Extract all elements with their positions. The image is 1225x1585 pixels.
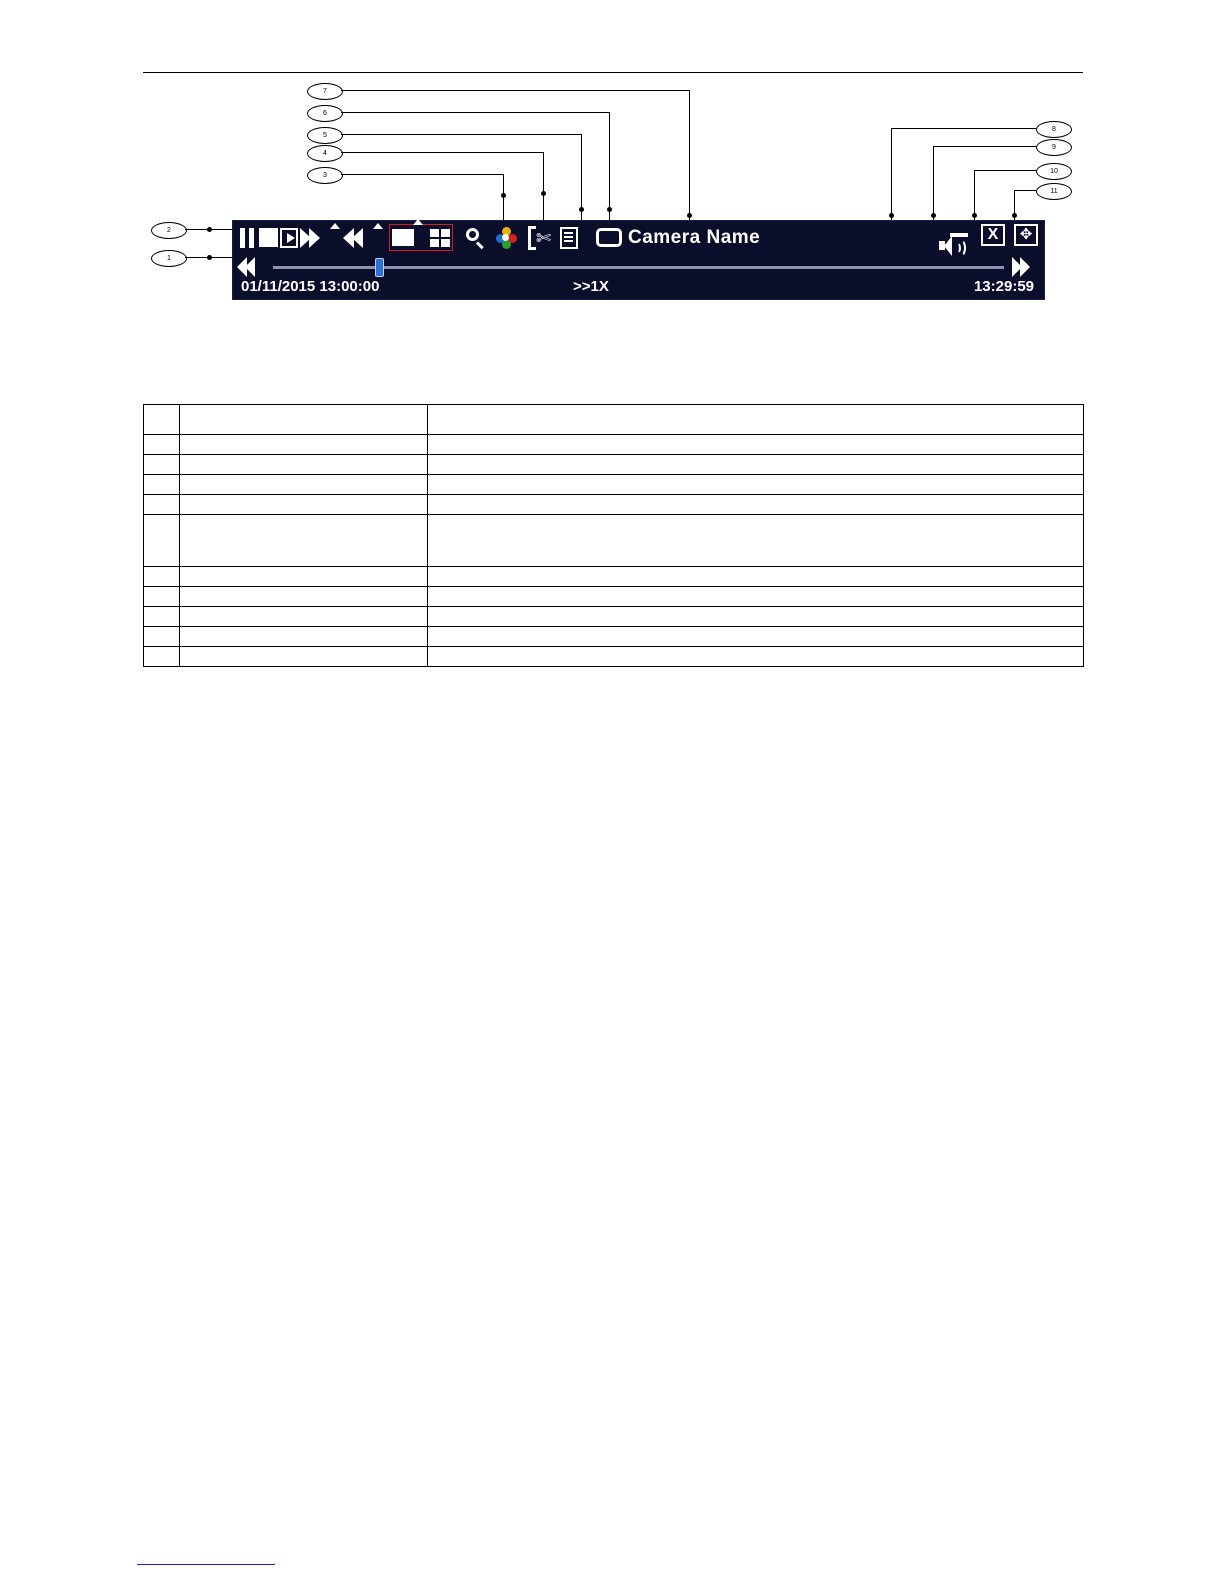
leader-7-v	[689, 90, 690, 220]
table-row	[144, 455, 1084, 475]
pause-icon	[237, 227, 257, 249]
figure-callouts	[0, 0, 1225, 320]
cell-desc	[428, 475, 1084, 495]
progress-track[interactable]	[273, 266, 1004, 269]
search-button[interactable]	[464, 224, 486, 251]
table-row	[144, 587, 1084, 607]
fast-forward-icon	[300, 226, 330, 250]
cell-desc	[428, 405, 1084, 435]
callout-1: 1	[151, 250, 187, 267]
current-time-label: 13:29:59	[973, 278, 1034, 295]
playback-speed-label: >>1X	[573, 278, 609, 295]
cell-name	[180, 607, 428, 627]
cell-no	[144, 647, 180, 667]
cell-no	[144, 567, 180, 587]
leader-3-h	[341, 174, 503, 175]
camera-name-button[interactable]	[590, 224, 760, 251]
callout-2: 2	[151, 222, 187, 239]
leader-dot-3	[501, 193, 506, 198]
cell-no	[144, 627, 180, 647]
table-row	[144, 567, 1084, 587]
cell-no	[144, 515, 180, 567]
callout-3: 3	[307, 167, 343, 184]
cell-no	[144, 475, 180, 495]
leader-7-h	[341, 90, 689, 91]
move-button[interactable]: ✥	[1014, 224, 1038, 246]
status-row	[233, 280, 1044, 299]
leader-9-h	[933, 146, 1036, 147]
cell-desc	[428, 607, 1084, 627]
playback-control-bar	[232, 220, 1045, 300]
camera-name-icon	[596, 228, 622, 247]
progress-thumb[interactable]	[375, 258, 384, 277]
cell-desc	[428, 567, 1084, 587]
cell-desc	[428, 455, 1084, 475]
search-icon	[464, 227, 486, 249]
slow-play-button[interactable]	[343, 224, 373, 251]
callout-10: 10	[1036, 163, 1072, 180]
table-row	[144, 475, 1084, 495]
leader-4-h	[341, 152, 543, 153]
slow-play-caret-icon[interactable]	[373, 223, 383, 229]
cell-desc	[428, 627, 1084, 647]
callout-4: 4	[307, 145, 343, 162]
leader-dot-7	[687, 213, 692, 218]
slow-play-icon	[343, 226, 373, 250]
file-button[interactable]	[560, 224, 578, 251]
clip-button[interactable]	[528, 224, 554, 251]
cell-no	[144, 405, 180, 435]
cell-name	[180, 587, 428, 607]
camera-name-label: Camera Name	[628, 226, 761, 248]
single-window-caret-icon[interactable]	[413, 219, 423, 225]
previous-frame-button[interactable]	[237, 256, 265, 278]
color-icon	[496, 227, 518, 249]
single-window-button[interactable]	[392, 229, 426, 246]
callout-6: 6	[307, 105, 343, 122]
table-row	[144, 627, 1084, 647]
cell-no	[144, 455, 180, 475]
leader-11-h	[1014, 190, 1036, 191]
table-row	[144, 435, 1084, 455]
leader-dot-8	[889, 213, 894, 218]
leader-dot-9	[931, 213, 936, 218]
leader-dot-5	[579, 207, 584, 212]
fast-forward-button[interactable]	[300, 224, 330, 251]
description-table	[143, 404, 1084, 667]
leader-dot-4	[541, 191, 546, 196]
cell-desc	[428, 587, 1084, 607]
leader-8-v	[891, 128, 892, 220]
start-time-label: 01/11/2015 13:00:00	[241, 278, 380, 295]
cell-name	[180, 405, 428, 435]
table-row	[144, 607, 1084, 627]
cell-name	[180, 495, 428, 515]
stop-icon	[259, 228, 278, 247]
cell-no	[144, 587, 180, 607]
cell-name	[180, 455, 428, 475]
table-row	[144, 647, 1084, 667]
color-button[interactable]	[496, 224, 518, 251]
next-frame-button[interactable]	[1012, 256, 1040, 278]
play-icon	[280, 228, 298, 248]
leader-9-v	[933, 146, 934, 220]
cell-name	[180, 567, 428, 587]
cell-name	[180, 435, 428, 455]
leader-10-h	[974, 170, 1036, 171]
cell-no	[144, 607, 180, 627]
file-list-icon	[560, 227, 578, 249]
callout-9: 9	[1036, 139, 1072, 156]
callout-11: 11	[1036, 183, 1072, 200]
callout-8: 8	[1036, 121, 1072, 138]
leader-dot-10	[972, 213, 977, 218]
cell-name	[180, 475, 428, 495]
cell-no	[144, 495, 180, 515]
window-split-group	[389, 224, 453, 251]
leader-5-h	[341, 134, 581, 135]
table-row	[144, 515, 1084, 567]
cell-no	[144, 435, 180, 455]
leader-8-h	[891, 128, 1036, 129]
control-buttons-row	[233, 221, 1044, 254]
pause-button[interactable]	[237, 224, 257, 251]
cell-desc	[428, 495, 1084, 515]
progress-row	[233, 254, 1044, 280]
play-button[interactable]	[280, 224, 298, 251]
window-controls-group	[937, 224, 1038, 246]
leader-6-v	[609, 112, 610, 220]
single-window-icon	[392, 229, 414, 246]
quad-window-button[interactable]	[426, 229, 450, 247]
footer-link[interactable]	[137, 1552, 275, 1565]
cell-desc	[428, 435, 1084, 455]
fast-forward-caret-icon[interactable]	[330, 223, 340, 229]
callout-5: 5	[307, 127, 343, 144]
leader-dot-2	[207, 227, 212, 232]
callout-7: 7	[307, 83, 343, 100]
cell-name	[180, 627, 428, 647]
cell-desc	[428, 515, 1084, 567]
stop-button[interactable]	[259, 224, 278, 251]
clip-scissors-icon: ✄	[528, 226, 554, 250]
cell-name	[180, 515, 428, 567]
cell-desc	[428, 647, 1084, 667]
cell-name	[180, 647, 428, 667]
close-button[interactable]: X	[981, 224, 1005, 246]
table-row	[144, 405, 1084, 435]
leader-dot-6	[607, 207, 612, 212]
table-row	[144, 495, 1084, 515]
leader-dot-1	[207, 255, 212, 260]
quad-window-icon	[430, 229, 450, 247]
leader-6-h	[341, 112, 609, 113]
leader-4-v	[543, 152, 544, 220]
leader-dot-11	[1012, 213, 1017, 218]
